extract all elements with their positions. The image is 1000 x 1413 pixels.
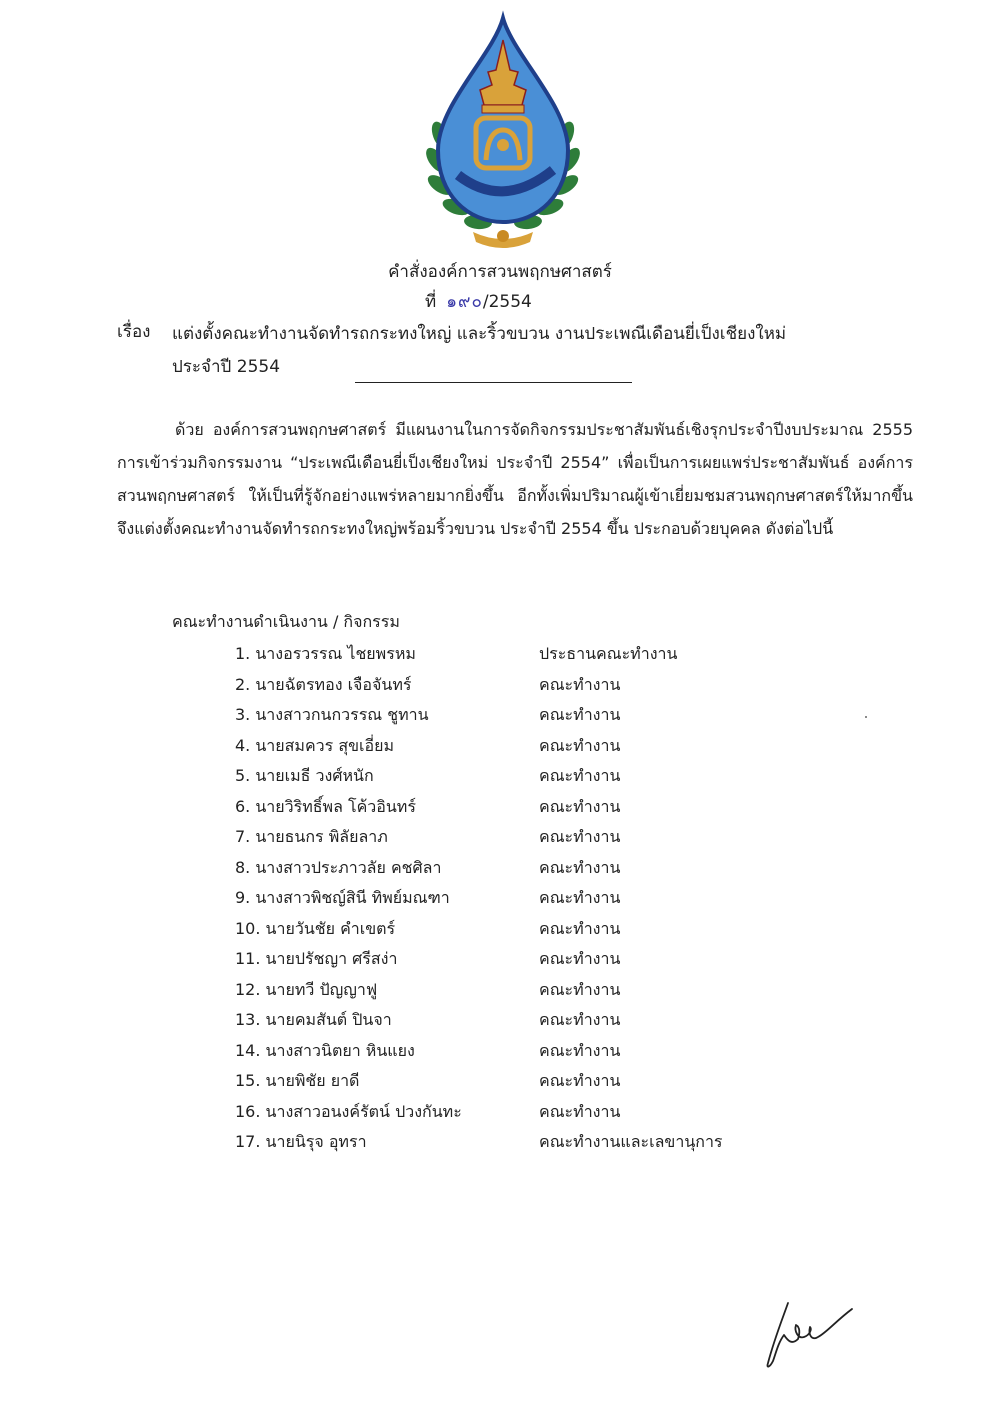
member-name: 7. นายธนกร พิลัยลาภ: [235, 827, 388, 846]
member-role: คณะทำงาน: [539, 1010, 621, 1029]
member-row: [235, 671, 835, 702]
member-name: 9. นางสาวพิชญ์สินี ทิพย์มณฑา: [235, 888, 450, 907]
member-role: คณะทำงาน: [539, 979, 621, 999]
subject-label: เรื่อง: [117, 322, 151, 342]
member-row: [235, 793, 835, 824]
member-role: คณะทำงาน: [539, 857, 621, 877]
member-name: 16. นางสาวอนงค์รัตน์ ปวงกันทะ: [235, 1101, 462, 1121]
member-row: [235, 884, 835, 915]
committee-member-list: [235, 640, 835, 1159]
member-name: 2. นายฉัตรทอง เจือจันทร์: [235, 674, 412, 694]
member-role: คณะทำงาน: [539, 705, 621, 724]
organization-emblem-logo: [418, 10, 588, 250]
member-role: คณะทำงาน: [539, 674, 621, 694]
member-row: [235, 762, 835, 793]
member-name: 5. นายเมธี วงศ์หนัก: [235, 766, 374, 785]
member-name: 17. นายนิรุจ อุทรา: [235, 1132, 367, 1151]
member-row: [235, 701, 835, 732]
document-title: คำสั่งองค์การสวนพฤกษศาสตร์: [388, 262, 612, 282]
member-role: คณะทำงาน: [539, 1071, 621, 1090]
subject-line-1: แต่งตั้งคณะทำงานจัดทำรถกระทงใหญ่ และริ้วขบวน งานประเพณีเดือนยี่เป็งเชียงใหม่: [172, 324, 787, 344]
order-prefix: ที่: [425, 292, 437, 312]
speck-mark: [865, 716, 867, 718]
member-row: [235, 1067, 835, 1098]
member-role: คณะทำงาน: [539, 918, 621, 938]
subject-line-2: ประจำปี 2554: [172, 357, 281, 377]
member-name: 8. นางสาวประภาวลัย คชศิลา: [235, 857, 442, 877]
member-name: 4. นายสมควร สุขเอี่ยม: [235, 735, 395, 755]
member-role: คณะทำงาน: [539, 766, 621, 785]
signature-icon: [760, 1295, 860, 1375]
member-role: คณะทำงาน: [539, 1101, 621, 1121]
divider-line: [355, 382, 632, 383]
member-role: ประธานคณะทำงาน: [539, 644, 678, 663]
committee-title: คณะทำงานดำเนินงาน / กิจกรรม: [172, 612, 400, 631]
member-row: [235, 915, 835, 946]
member-name: 11. นายปรัชญา ศรีสง่า: [235, 949, 398, 968]
member-row: [235, 976, 835, 1007]
order-year: /2554: [482, 292, 532, 312]
member-row: [235, 1006, 835, 1037]
member-row: [235, 823, 835, 854]
member-role: คณะทำงานและเลขานุการ: [539, 1132, 723, 1151]
member-name: 14. นางสาวนิตยา หินแยง: [235, 1040, 415, 1060]
member-name: 10. นายวันชัย คำเขตร์: [235, 918, 396, 938]
member-row: [235, 1128, 835, 1159]
order-number-line: [425, 288, 532, 315]
member-role: คณะทำงาน: [539, 888, 621, 907]
order-number: ๑๙๐: [446, 292, 483, 312]
member-row: [235, 732, 835, 763]
member-name: 15. นายพิชัย ยาดี: [235, 1071, 360, 1090]
member-name: 1. นางอรวรรณ ไชยพรหม: [235, 644, 416, 663]
member-name: 3. นางสาวกนกวรรณ ชูทาน: [235, 705, 429, 724]
member-role: คณะทำงาน: [539, 735, 621, 755]
member-role: คณะทำงาน: [539, 827, 621, 846]
member-name: 12. นายทวี ปัญญาฟู: [235, 979, 378, 999]
member-role: คณะทำงาน: [539, 796, 621, 816]
subject-text: [172, 318, 892, 384]
member-row: [235, 1037, 835, 1068]
member-row: [235, 1098, 835, 1129]
member-row: [235, 945, 835, 976]
member-name: 13. นายคมสันต์ ปินจา: [235, 1010, 392, 1029]
body-paragraph: ด้วย องค์การสวนพฤกษศาสตร์ มีแผนงานในการจัดกิจกรรมประชาสัมพันธ์เชิงรุกประจำปีงบประมาณ 2555 การเข้าร่วมกิจกรรมงาน “ประเพณีเดือนยี่เป็งเชียงใหม่ ประจำปี 2554” เพื่อเป็นการเผยแพร่ประชาสัมพันธ์ องค์การสวนพฤกษศาสตร์ ให้เป็นที่รู้จักอย่างแพร่หลายมากยิ่งขึ้น อีกทั้งเพิ่มปริมาณผู้เข้าเยี่ยมชมสวนพฤกษศาสตร์ให้มากขึ้น จึงแต่งตั้งคณะทำงานจัดทำรถกระทงใหญ่พร้อมริ้วขบวน ประจำปี 2554 ขึ้น ประกอบด้วยบุคคล ดังต่อไปนี้: [117, 420, 913, 538]
member-row: [235, 854, 835, 885]
member-row: [235, 640, 835, 671]
member-name: 6. นายวิริทธิ์พล โค้วอินทร์: [235, 796, 416, 816]
member-role: คณะทำงาน: [539, 1040, 621, 1060]
member-role: คณะทำงาน: [539, 949, 621, 968]
